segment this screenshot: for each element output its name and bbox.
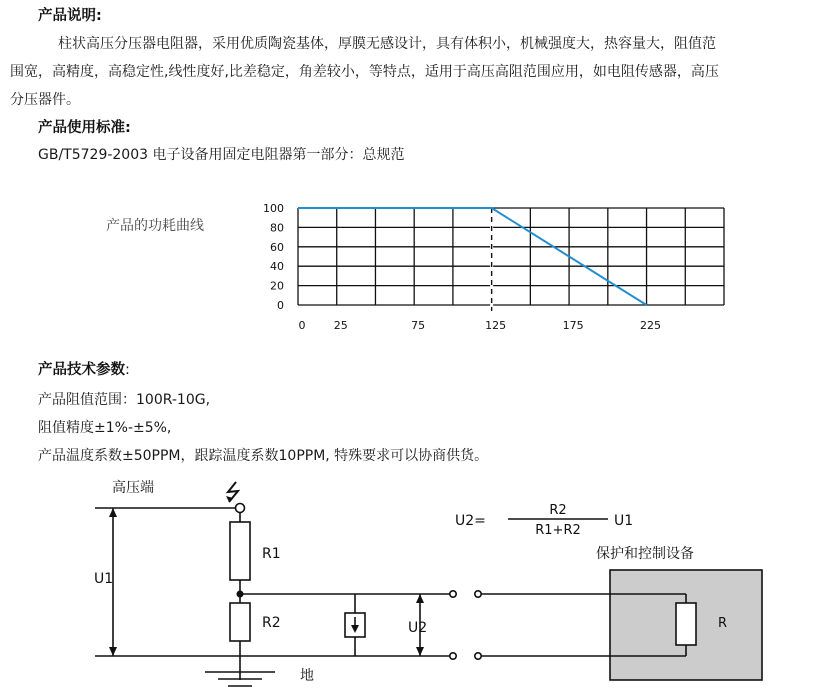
r2-label: R2 — [262, 615, 281, 631]
y-tick-label: 0 — [277, 299, 284, 312]
chart-grid — [298, 208, 724, 311]
terminal-top-1 — [450, 591, 456, 597]
description-line-2: 围宽，高精度，高稳定性,线性度好,比差稳定，角差较小，等特点，适用于高压高阻范围应用，如电阻传感器，高压 — [10, 64, 719, 80]
r1-resistor — [230, 522, 250, 580]
description-line-3: 分压器件。 — [10, 92, 80, 108]
divider-circuit-diagram — [0, 470, 813, 691]
y-tick-label: 60 — [270, 240, 284, 254]
u1-label: U1 — [94, 571, 114, 587]
x-tick-label: 25 — [333, 319, 348, 332]
spec-temperature-coefficient: 产品温度系数±50PPM，跟踪温度系数10PPM, 特殊要求可以协商供货。 — [38, 448, 489, 464]
specs-heading — [38, 358, 130, 379]
r2-resistor — [230, 603, 250, 641]
x-tick-label: 125 — [485, 319, 507, 332]
series-line-power-derating — [298, 208, 647, 305]
x-tick-label: 225 — [640, 319, 662, 332]
hv-label: 高压端 — [112, 480, 154, 496]
x-tick-label: 75 — [411, 319, 426, 332]
hv-terminal — [236, 504, 245, 513]
y-tick-label: 20 — [270, 279, 284, 293]
r-label: R — [718, 616, 728, 631]
u1-arrow-head-up — [109, 508, 117, 517]
spec-resistance-range: 产品阻值范围：100R-10G, — [38, 392, 211, 408]
u2-arrow-head-up — [416, 594, 424, 603]
formula-numerator: R2 — [549, 503, 567, 518]
y-tick-label: 100 — [263, 202, 284, 215]
ground-label: 地 — [300, 668, 314, 684]
formula-denominator: R1+R2 — [535, 523, 581, 538]
chart-x-ticks — [299, 319, 662, 332]
terminal-top-2 — [475, 591, 481, 597]
y-tick-label: 80 — [270, 221, 284, 235]
device-label: 保护和控制设备 — [596, 546, 694, 562]
terminal-bottom-1 — [450, 653, 456, 659]
x-tick-label: 175 — [562, 319, 584, 332]
power-curve-chart — [0, 190, 813, 340]
spec-accuracy: 阻值精度±1%-±5%, — [38, 420, 172, 436]
description-heading: 产品说明: — [38, 8, 102, 24]
formula-left: U2= — [455, 513, 486, 529]
u1-arrow-head-down — [109, 647, 117, 656]
r1-label: R1 — [262, 546, 281, 562]
terminal-bottom-2 — [475, 653, 481, 659]
chart-series — [298, 208, 647, 305]
u2-arrow-head-down — [416, 647, 424, 656]
specs-heading-text: 产品技术参数 — [38, 362, 125, 378]
x-tick-label: 0 — [298, 319, 306, 332]
specs-heading-colon: : — [125, 362, 130, 378]
u2-label: U2 — [408, 620, 428, 636]
standard-heading: 产品使用标准: — [38, 120, 131, 136]
description-line-1: 柱状高压分压器电阻器，采用优质陶瓷基体，厚膜无感设计，具有体积小，机械强度大，热容量大，阻值范 — [58, 36, 716, 52]
formula-right: U1 — [614, 513, 634, 529]
junction-dot — [237, 591, 244, 598]
chart-y-ticks — [263, 202, 284, 312]
load-resistor — [676, 603, 696, 645]
chart-title: 产品的功耗曲线 — [106, 218, 204, 234]
standard-text: GB/T5729-2003 电子设备用固定电阻器第一部分：总规范 — [38, 147, 405, 163]
y-tick-label: 40 — [270, 260, 284, 274]
